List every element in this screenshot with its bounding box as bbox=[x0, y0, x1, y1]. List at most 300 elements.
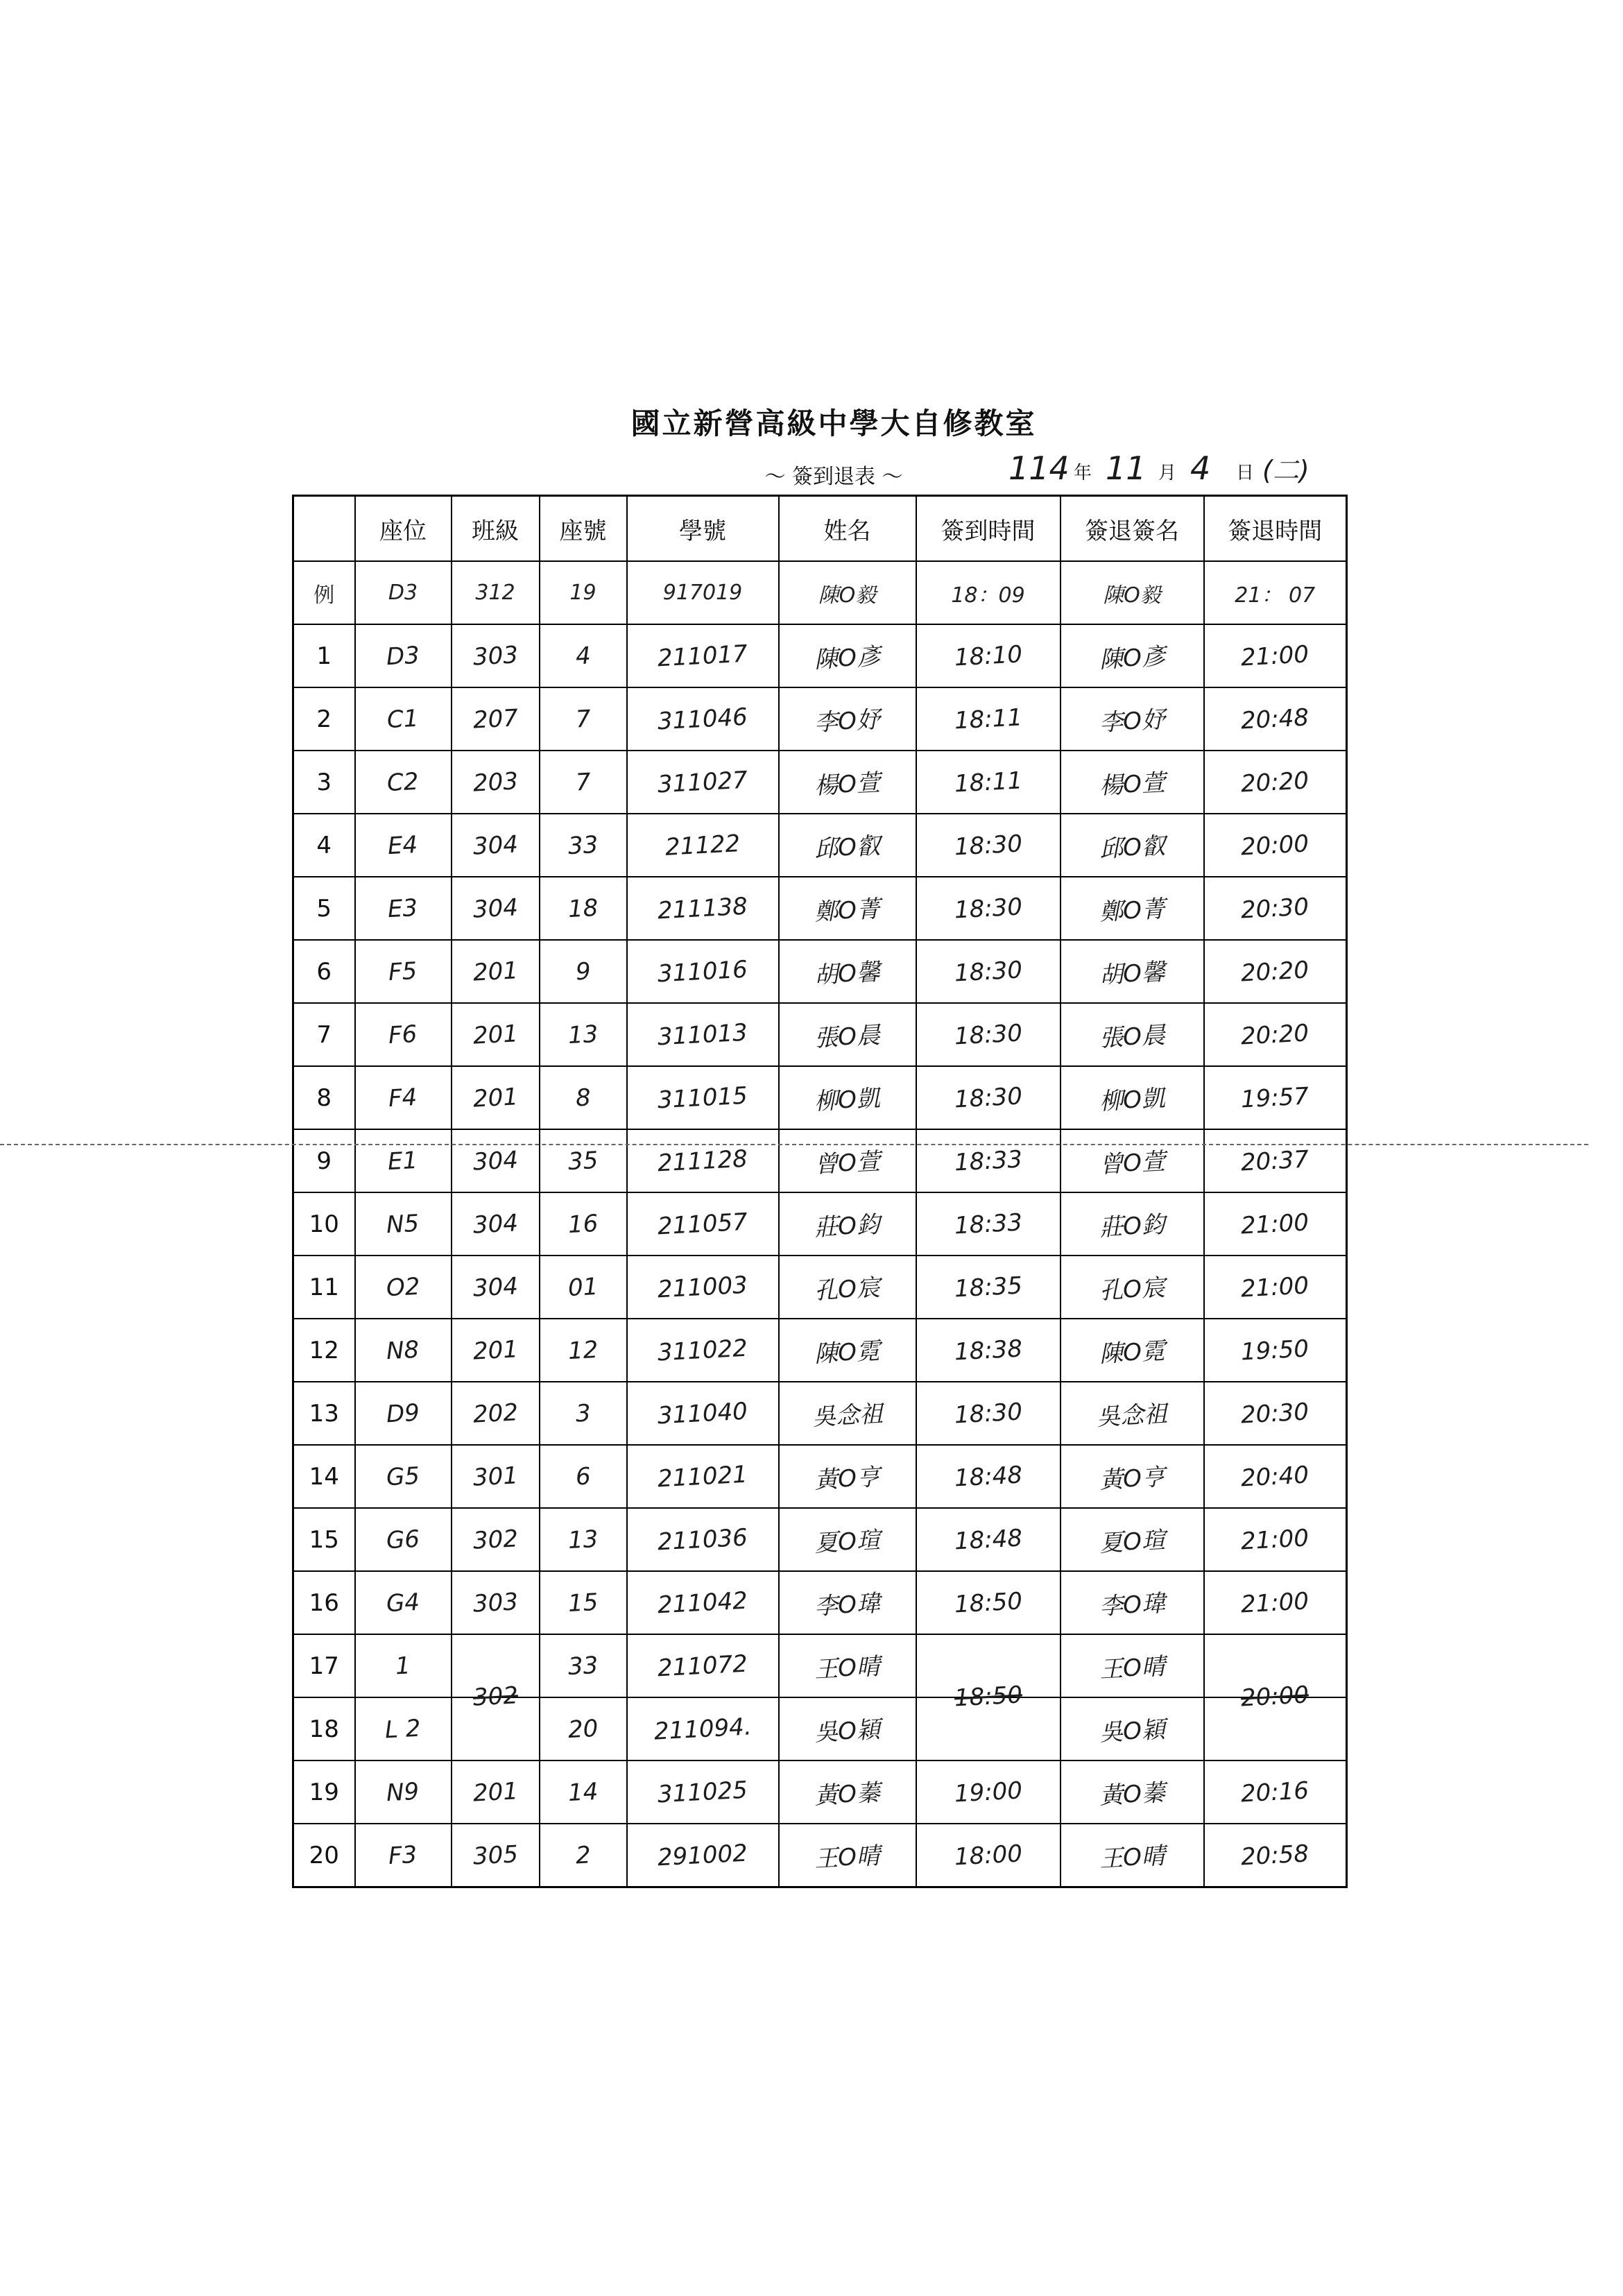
cell-row-number bbox=[293, 1066, 355, 1129]
cell-seat-number bbox=[540, 1256, 627, 1319]
header-sign-in-time: 簽到時間 bbox=[916, 496, 1060, 562]
header-row-number bbox=[293, 496, 355, 562]
cell-name bbox=[779, 751, 916, 814]
cell-name bbox=[779, 877, 916, 940]
cell-sign-out-signature bbox=[1060, 1508, 1204, 1571]
row-number-value: 9 bbox=[316, 1147, 332, 1175]
student-id-value: 211138 bbox=[657, 892, 748, 925]
sign-out-time-value: 21:00 bbox=[1240, 640, 1310, 672]
class-value: 303 bbox=[472, 640, 519, 671]
cell-sign-in-time bbox=[916, 814, 1060, 877]
row-number-value: 8 bbox=[316, 1083, 332, 1112]
sign-out-signature-value: 王O晴 bbox=[1098, 1652, 1166, 1684]
sign-out-signature-value: 李O瑋 bbox=[1098, 1589, 1166, 1621]
name-value: 王O晴 bbox=[814, 1652, 882, 1684]
seat-value: F6 bbox=[388, 1020, 418, 1050]
cell-sign-out-time bbox=[1204, 1066, 1347, 1129]
cell-name bbox=[779, 624, 916, 687]
sign-in-time-value: 18:30 bbox=[953, 829, 1023, 862]
cell-seat-number bbox=[540, 1319, 627, 1382]
row-number-value: 13 bbox=[309, 1399, 339, 1428]
row-number-value: 10 bbox=[309, 1210, 339, 1238]
example-name: 陳O毅 bbox=[779, 561, 916, 624]
cell-class bbox=[452, 1256, 540, 1319]
name-value: 陳O彥 bbox=[814, 642, 882, 674]
cell-seat-number bbox=[540, 1445, 627, 1508]
cell-sign-out-signature bbox=[1060, 1382, 1204, 1445]
sign-in-time-value: 19:00 bbox=[953, 1776, 1023, 1808]
student-id-value: 211128 bbox=[657, 1145, 748, 1177]
cell-sign-out-time bbox=[1204, 1382, 1347, 1445]
seat-number-value: 14 bbox=[567, 1777, 599, 1807]
seat-number-value: 3 bbox=[574, 1398, 592, 1428]
sign-in-time-value: 18:30 bbox=[953, 1081, 1023, 1114]
cell-seat bbox=[355, 1256, 452, 1319]
seat-value: F4 bbox=[388, 1083, 418, 1113]
sign-out-time-value: 20:48 bbox=[1240, 703, 1310, 735]
seat-value: D9 bbox=[386, 1398, 420, 1428]
sign-out-time-value: 20:37 bbox=[1240, 1145, 1310, 1177]
cell-student-id bbox=[627, 1192, 779, 1256]
sign-out-time-value: 20:20 bbox=[1240, 1018, 1310, 1051]
cell-name bbox=[779, 1003, 916, 1066]
cell-sign-out-signature bbox=[1060, 877, 1204, 940]
row-number-value: 7 bbox=[316, 1020, 332, 1049]
cell-sign-out-signature bbox=[1060, 1571, 1204, 1634]
cell-class bbox=[452, 1066, 540, 1129]
cell-sign-out-time bbox=[1204, 1571, 1347, 1634]
cell-name bbox=[779, 687, 916, 751]
cell-seat bbox=[355, 940, 452, 1003]
cell-row-number bbox=[293, 940, 355, 1003]
cell-row-number bbox=[293, 1634, 355, 1697]
class-value: 304 bbox=[472, 1145, 519, 1176]
seat-value: N5 bbox=[386, 1209, 420, 1239]
cell-student-id bbox=[627, 1760, 779, 1824]
cell-seat bbox=[355, 1192, 452, 1256]
cell-sign-in-time bbox=[916, 1129, 1060, 1192]
cell-student-id bbox=[627, 940, 779, 1003]
seat-number-value: 15 bbox=[567, 1588, 599, 1618]
sign-out-time-value: 20:40 bbox=[1240, 1460, 1310, 1493]
cell-name bbox=[779, 814, 916, 877]
header-name: 姓名 bbox=[779, 496, 916, 562]
cell-sign-out-time bbox=[1204, 1192, 1347, 1256]
table-row bbox=[293, 1382, 1347, 1445]
student-id-value: 291002 bbox=[657, 1839, 748, 1871]
sign-in-time-value: 18:10 bbox=[953, 640, 1023, 672]
example-class: 312 bbox=[452, 561, 540, 624]
seat-value: N8 bbox=[386, 1335, 420, 1365]
sign-in-time-value: 18:33 bbox=[953, 1145, 1023, 1177]
table-row bbox=[293, 624, 1347, 687]
cell-sign-out-signature bbox=[1060, 687, 1204, 751]
cell-sign-out-time bbox=[1204, 1824, 1347, 1887]
cell-sign-out-signature bbox=[1060, 751, 1204, 814]
class-value: 201 bbox=[472, 1776, 519, 1808]
sign-in-time-value: 18:48 bbox=[953, 1460, 1023, 1493]
table-row bbox=[293, 1760, 1347, 1824]
student-id-value: 211094. bbox=[653, 1712, 753, 1746]
sign-out-signature-value: 吳念祖 bbox=[1096, 1400, 1169, 1432]
cell-row-number bbox=[293, 1824, 355, 1887]
sign-out-signature-value: 柳O凱 bbox=[1098, 1084, 1166, 1116]
cell-seat bbox=[355, 687, 452, 751]
row-number-value: 1 bbox=[316, 642, 332, 670]
name-value: 楊O萱 bbox=[814, 769, 882, 800]
cell-sign-in-time bbox=[916, 877, 1060, 940]
row-number-value: 4 bbox=[316, 831, 332, 859]
sign-in-time-value: 18:30 bbox=[953, 1018, 1023, 1051]
cell-row-number bbox=[293, 1571, 355, 1634]
seat-value: E4 bbox=[387, 830, 419, 860]
class-value: 301 bbox=[472, 1461, 519, 1492]
seat-value: N9 bbox=[386, 1777, 420, 1807]
cell-class bbox=[452, 1129, 540, 1192]
table-row bbox=[293, 1508, 1347, 1571]
seat-number-value: 20 bbox=[567, 1714, 599, 1744]
example-label: 例 bbox=[293, 561, 355, 624]
sign-out-signature-value: 夏O瑄 bbox=[1098, 1526, 1166, 1558]
sign-in-time-value: 18:30 bbox=[953, 892, 1023, 925]
example-row bbox=[293, 561, 1347, 624]
seat-value: L 2 bbox=[384, 1714, 422, 1744]
table-row bbox=[293, 751, 1347, 814]
cell-name bbox=[779, 1760, 916, 1824]
cell-row-number bbox=[293, 624, 355, 687]
row-number-value: 15 bbox=[309, 1525, 339, 1554]
cell-sign-out-time bbox=[1204, 624, 1347, 687]
seat-number-value: 16 bbox=[567, 1209, 599, 1239]
name-value: 吳念祖 bbox=[811, 1400, 884, 1432]
cell-seat-number bbox=[540, 1066, 627, 1129]
name-value: 曾O萱 bbox=[814, 1147, 882, 1179]
sign-out-time-value: 20:00 bbox=[1240, 829, 1310, 862]
header-seat: 座位 bbox=[355, 496, 452, 562]
cell-sign-out-signature bbox=[1060, 1066, 1204, 1129]
header-row bbox=[293, 496, 1347, 562]
row-number-value: 14 bbox=[309, 1462, 339, 1491]
example-sign-in-time: 18：09 bbox=[916, 561, 1060, 624]
table-row bbox=[293, 1571, 1347, 1634]
table-row bbox=[293, 1445, 1347, 1508]
table-row bbox=[293, 1003, 1347, 1066]
sign-out-signature-value: 黃O亨 bbox=[1098, 1463, 1166, 1495]
cell-sign-in-time bbox=[916, 1571, 1060, 1634]
cell-student-id bbox=[627, 1129, 779, 1192]
cell-class bbox=[452, 1319, 540, 1382]
sign-in-table bbox=[292, 495, 1348, 1888]
cell-row-number bbox=[293, 687, 355, 751]
cell-seat bbox=[355, 751, 452, 814]
cell-sign-out-time bbox=[1204, 1129, 1347, 1192]
cell-row-number bbox=[293, 814, 355, 877]
cell-seat bbox=[355, 1319, 452, 1382]
cell-name bbox=[779, 1445, 916, 1508]
sign-out-time-value: 20:20 bbox=[1240, 955, 1310, 988]
cell-sign-in-time bbox=[916, 1066, 1060, 1129]
cell-sign-in-time bbox=[916, 1319, 1060, 1382]
sign-out-time-value: 20:00 bbox=[1240, 1680, 1310, 1713]
cell-class bbox=[452, 1571, 540, 1634]
cell-class bbox=[452, 624, 540, 687]
row-number-value: 11 bbox=[309, 1273, 339, 1301]
sign-out-signature-value: 王O晴 bbox=[1098, 1842, 1166, 1874]
cell-class bbox=[452, 1634, 540, 1712]
cell-row-number bbox=[293, 1508, 355, 1571]
cell-seat-number bbox=[540, 1571, 627, 1634]
seat-number-value: 7 bbox=[574, 767, 592, 797]
cell-seat-number bbox=[540, 814, 627, 877]
cell-seat bbox=[355, 1571, 452, 1634]
seat-number-value: 8 bbox=[574, 1083, 592, 1113]
cell-sign-out-signature bbox=[1060, 1129, 1204, 1192]
cell-sign-out-time bbox=[1204, 1445, 1347, 1508]
student-id-value: 211021 bbox=[657, 1460, 748, 1493]
row-number-value: 18 bbox=[309, 1715, 339, 1743]
cell-student-id bbox=[627, 1319, 779, 1382]
table-row bbox=[293, 940, 1347, 1003]
cell-row-number bbox=[293, 1382, 355, 1445]
sign-in-time-value: 18:30 bbox=[953, 1397, 1023, 1430]
name-value: 李O瑋 bbox=[814, 1589, 882, 1621]
class-value: 304 bbox=[472, 830, 519, 861]
class-value: 304 bbox=[472, 893, 519, 924]
cell-student-id bbox=[627, 687, 779, 751]
cell-class bbox=[452, 814, 540, 877]
cell-name bbox=[779, 1508, 916, 1571]
table-row bbox=[293, 1824, 1347, 1887]
seat-value: E1 bbox=[387, 1146, 419, 1176]
cell-student-id bbox=[627, 624, 779, 687]
sign-out-time-value: 21:00 bbox=[1240, 1523, 1310, 1556]
cell-row-number bbox=[293, 1445, 355, 1508]
cell-class bbox=[452, 1760, 540, 1824]
name-value: 王O晴 bbox=[814, 1842, 882, 1874]
name-value: 黃O蓁 bbox=[814, 1779, 882, 1810]
class-value: 302 bbox=[472, 1524, 519, 1555]
seat-number-value: 33 bbox=[567, 830, 599, 860]
sign-out-signature-value: 陳O霓 bbox=[1098, 1337, 1166, 1369]
cell-sign-out-time bbox=[1204, 751, 1347, 814]
table-row bbox=[293, 1192, 1347, 1256]
cell-student-id bbox=[627, 1824, 779, 1887]
cell-seat-number bbox=[540, 1003, 627, 1066]
student-id-value: 311015 bbox=[657, 1081, 748, 1114]
cell-student-id bbox=[627, 814, 779, 877]
name-value: 胡O馨 bbox=[814, 958, 882, 990]
student-id-value: 211017 bbox=[657, 640, 748, 672]
cell-class bbox=[452, 687, 540, 751]
cell-sign-in-time bbox=[916, 940, 1060, 1003]
cell-seat bbox=[355, 814, 452, 877]
cell-student-id bbox=[627, 1445, 779, 1508]
cell-seat-number bbox=[540, 1192, 627, 1256]
cell-sign-out-signature bbox=[1060, 1697, 1204, 1760]
cell-row-number bbox=[293, 1129, 355, 1192]
seat-value: F3 bbox=[388, 1840, 418, 1870]
cell-sign-out-time bbox=[1204, 940, 1347, 1003]
student-id-value: 311025 bbox=[657, 1776, 748, 1808]
cell-name bbox=[779, 1634, 916, 1697]
date-day: 4 bbox=[1190, 449, 1211, 487]
row-number-value: 19 bbox=[309, 1778, 339, 1806]
sign-out-time-value: 20:20 bbox=[1240, 766, 1310, 798]
cell-sign-out-signature bbox=[1060, 1760, 1204, 1824]
cell-sign-out-signature bbox=[1060, 1319, 1204, 1382]
date-month-unit: 月 bbox=[1158, 463, 1177, 483]
cell-student-id bbox=[627, 1256, 779, 1319]
class-value: 201 bbox=[472, 1019, 519, 1050]
cell-sign-out-time bbox=[1204, 1508, 1347, 1571]
cell-sign-in-time bbox=[916, 1634, 1060, 1713]
sign-in-time-value: 18:11 bbox=[953, 703, 1023, 735]
cell-row-number bbox=[293, 877, 355, 940]
cell-student-id bbox=[627, 1382, 779, 1445]
sign-out-signature-value: 孔O宸 bbox=[1098, 1274, 1166, 1305]
cell-sign-in-time bbox=[916, 1824, 1060, 1887]
cell-row-number bbox=[293, 1256, 355, 1319]
seat-number-value: 12 bbox=[567, 1335, 599, 1365]
sign-out-signature-value: 楊O萱 bbox=[1098, 769, 1166, 800]
example-sign-out-time: 21： 07 bbox=[1204, 561, 1347, 624]
cell-student-id bbox=[627, 1003, 779, 1066]
cell-seat-number bbox=[540, 877, 627, 940]
date-year: 114 bbox=[1008, 449, 1070, 487]
header-sign-out-signature: 簽退簽名 bbox=[1060, 496, 1204, 562]
name-value: 柳O凱 bbox=[814, 1084, 882, 1116]
sign-out-time-value: 21:00 bbox=[1240, 1586, 1310, 1619]
cell-row-number bbox=[293, 1697, 355, 1760]
cell-class bbox=[452, 1382, 540, 1445]
sign-out-time-value: 21:00 bbox=[1240, 1208, 1310, 1240]
sign-in-time-value: 18:11 bbox=[953, 766, 1023, 798]
date-month: 11 bbox=[1106, 449, 1147, 487]
class-value: 203 bbox=[472, 766, 519, 798]
cell-name bbox=[779, 1571, 916, 1634]
cell-seat-number bbox=[540, 751, 627, 814]
seat-number-value: 33 bbox=[567, 1651, 599, 1681]
sign-out-signature-value: 鄭O菁 bbox=[1098, 895, 1166, 927]
seat-number-value: 13 bbox=[567, 1020, 599, 1050]
cell-class bbox=[452, 1003, 540, 1066]
cell-sign-in-time bbox=[916, 1382, 1060, 1445]
cell-name bbox=[779, 1824, 916, 1887]
sign-out-time-value: 20:58 bbox=[1240, 1839, 1310, 1871]
row-number-value: 20 bbox=[309, 1841, 339, 1869]
cell-seat bbox=[355, 1824, 452, 1887]
sign-out-signature-value: 胡O馨 bbox=[1098, 958, 1166, 990]
name-value: 陳O霓 bbox=[814, 1337, 882, 1369]
seat-number-value: 9 bbox=[574, 957, 592, 986]
cell-row-number bbox=[293, 1003, 355, 1066]
cell-seat bbox=[355, 1697, 452, 1760]
sign-out-time-value: 20:30 bbox=[1240, 1397, 1310, 1430]
sign-in-time-value: 18:50 bbox=[953, 1586, 1023, 1619]
cell-name bbox=[779, 1192, 916, 1256]
cell-seat-number bbox=[540, 1634, 627, 1697]
class-value: 304 bbox=[472, 1271, 519, 1303]
table-row bbox=[293, 1129, 1347, 1192]
name-value: 邱O叡 bbox=[814, 832, 882, 864]
cell-student-id bbox=[627, 1066, 779, 1129]
cell-sign-out-signature bbox=[1060, 1445, 1204, 1508]
example-sign-out-signature: 陳O毅 bbox=[1060, 561, 1204, 624]
sign-in-time-value: 18:35 bbox=[953, 1271, 1023, 1303]
table-row bbox=[293, 1697, 1347, 1760]
header-sign-out-time: 簽退時間 bbox=[1204, 496, 1347, 562]
cell-row-number bbox=[293, 1760, 355, 1824]
seat-value: G5 bbox=[385, 1462, 420, 1491]
seat-value: D3 bbox=[386, 641, 420, 671]
cell-seat-number bbox=[540, 624, 627, 687]
table-row bbox=[293, 1066, 1347, 1129]
name-value: 李O妤 bbox=[814, 705, 882, 737]
example-seat: D3 bbox=[355, 561, 452, 624]
seat-value: O2 bbox=[385, 1272, 421, 1302]
sign-out-signature-value: 陳O彥 bbox=[1098, 642, 1166, 674]
sign-out-signature-value: 莊O鈞 bbox=[1098, 1210, 1166, 1242]
cell-seat-number bbox=[540, 1508, 627, 1571]
cell-student-id bbox=[627, 877, 779, 940]
name-value: 鄭O菁 bbox=[814, 895, 882, 927]
sign-out-time-value: 20:16 bbox=[1240, 1776, 1310, 1808]
cell-seat bbox=[355, 624, 452, 687]
row-number-value: 12 bbox=[309, 1336, 339, 1364]
cell-class bbox=[452, 1192, 540, 1256]
cell-sign-out-signature bbox=[1060, 1192, 1204, 1256]
header-student-id: 學號 bbox=[627, 496, 779, 562]
cell-student-id bbox=[627, 1697, 779, 1760]
row-number-value: 5 bbox=[316, 894, 332, 923]
cell-sign-in-time bbox=[916, 1760, 1060, 1824]
cell-name bbox=[779, 940, 916, 1003]
sign-in-time-value: 18:00 bbox=[953, 1839, 1023, 1871]
sign-out-time-value: 20:30 bbox=[1240, 892, 1310, 925]
class-value: 201 bbox=[472, 1082, 519, 1113]
example-student-id: 917019 bbox=[627, 561, 779, 624]
cell-row-number bbox=[293, 1192, 355, 1256]
sign-out-time-value: 19:57 bbox=[1240, 1081, 1310, 1114]
student-id-value: 311040 bbox=[657, 1397, 748, 1430]
header-seat-number: 座號 bbox=[540, 496, 627, 562]
sign-out-signature-value: 張O晨 bbox=[1098, 1021, 1166, 1053]
sign-in-time-value: 18:30 bbox=[953, 955, 1023, 988]
cell-sign-in-time bbox=[916, 687, 1060, 751]
table-row bbox=[293, 877, 1347, 940]
cell-seat bbox=[355, 1445, 452, 1508]
name-value: 張O晨 bbox=[814, 1021, 882, 1053]
sign-out-signature-value: 黃O蓁 bbox=[1098, 1779, 1166, 1810]
cell-sign-in-time bbox=[916, 1192, 1060, 1256]
cell-sign-out-signature bbox=[1060, 814, 1204, 877]
cell-seat bbox=[355, 1066, 452, 1129]
sign-out-signature-value: 李O妤 bbox=[1098, 705, 1166, 737]
seat-number-value: 2 bbox=[574, 1840, 592, 1870]
scan-artifact-dashed-line bbox=[0, 1144, 1588, 1145]
seat-value: F5 bbox=[388, 957, 418, 986]
name-value: 吳O穎 bbox=[814, 1715, 882, 1747]
student-id-value: 311046 bbox=[657, 703, 748, 735]
student-id-value: 211042 bbox=[657, 1586, 748, 1619]
seat-number-value: 7 bbox=[574, 704, 592, 734]
sign-out-signature-value: 邱O叡 bbox=[1098, 832, 1166, 864]
cell-sign-out-time bbox=[1204, 1256, 1347, 1319]
cell-sign-out-time bbox=[1204, 1760, 1347, 1824]
cell-class bbox=[452, 940, 540, 1003]
cell-seat bbox=[355, 877, 452, 940]
cell-sign-out-time bbox=[1204, 877, 1347, 940]
